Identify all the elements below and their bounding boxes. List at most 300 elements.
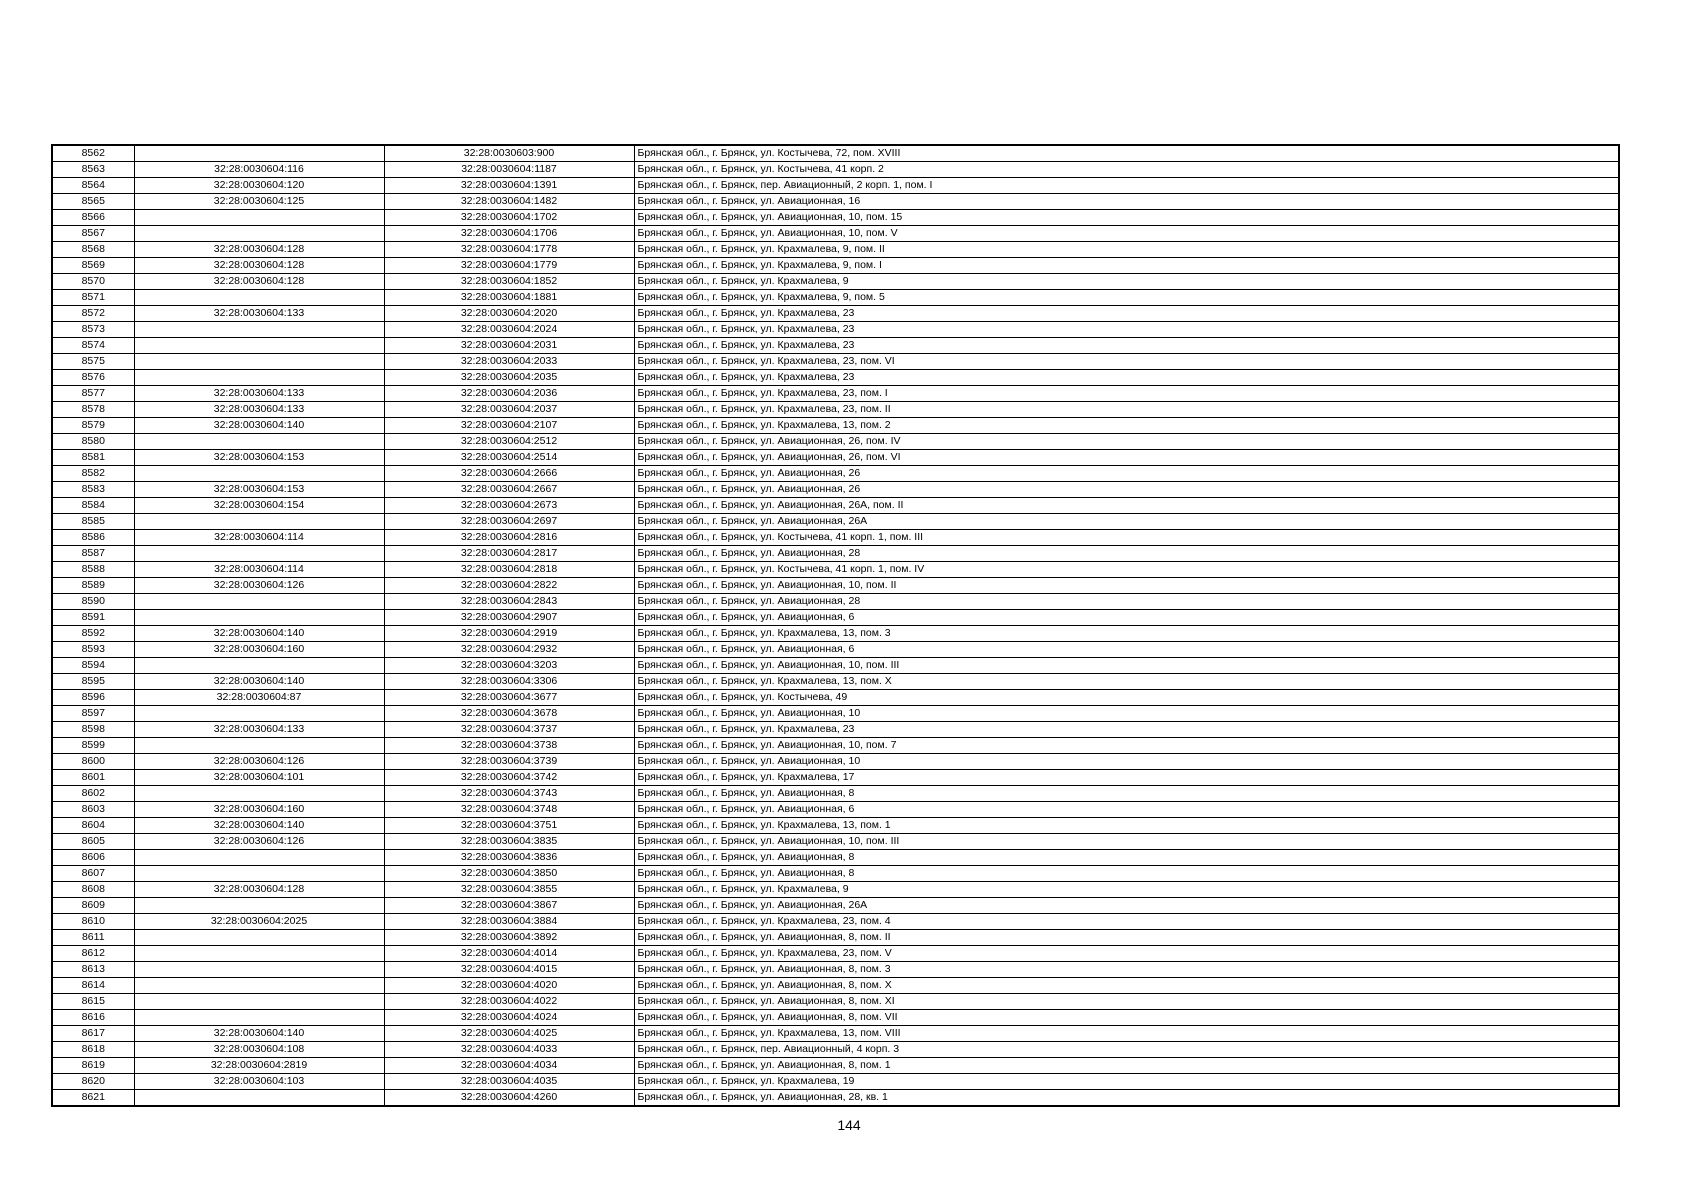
parent-cadastral-number-cell: 32:28:0030604:140 (134, 818, 384, 834)
address-cell: Брянская обл., г. Брянск, ул. Костычева, 41 корп. 2 (634, 162, 1619, 178)
address-cell: Брянская обл., г. Брянск, ул. Костычева, 72, пом. XVIII (634, 145, 1619, 162)
parent-cadastral-number-cell: 32:28:0030604:140 (134, 1026, 384, 1042)
parent-cadastral-number-cell (134, 226, 384, 242)
parent-cadastral-number-cell (134, 1090, 384, 1107)
row-number-cell: 8580 (52, 434, 134, 450)
parent-cadastral-number-cell: 32:28:0030604:128 (134, 882, 384, 898)
cadastral-number-cell: 32:28:0030604:4020 (384, 978, 634, 994)
parent-cadastral-number-cell: 32:28:0030604:154 (134, 498, 384, 514)
row-number-cell: 8600 (52, 754, 134, 770)
row-number-cell: 8593 (52, 642, 134, 658)
row-number-cell: 8579 (52, 418, 134, 434)
cadastral-number-cell: 32:28:0030604:3738 (384, 738, 634, 754)
address-cell: Брянская обл., г. Брянск, ул. Авиационная, 8, пом. X (634, 978, 1619, 994)
table-row (52, 610, 1619, 626)
row-number-cell: 8605 (52, 834, 134, 850)
cadastral-number-cell: 32:28:0030604:2816 (384, 530, 634, 546)
row-number-cell: 8568 (52, 242, 134, 258)
cadastral-number-cell: 32:28:0030604:3836 (384, 850, 634, 866)
registry-table-body (52, 145, 1619, 1106)
cadastral-number-cell: 32:28:0030604:4015 (384, 962, 634, 978)
table-row (52, 466, 1619, 482)
parent-cadastral-number-cell (134, 546, 384, 562)
parent-cadastral-number-cell: 32:28:0030604:140 (134, 674, 384, 690)
row-number-cell: 8583 (52, 482, 134, 498)
cadastral-number-cell: 32:28:0030604:3892 (384, 930, 634, 946)
parent-cadastral-number-cell: 32:28:0030604:108 (134, 1042, 384, 1058)
row-number-cell: 8565 (52, 194, 134, 210)
address-cell: Брянская обл., г. Брянск, ул. Крахмалева, 9, пом. 5 (634, 290, 1619, 306)
table-row (52, 1010, 1619, 1026)
cadastral-number-cell: 32:28:0030604:1391 (384, 178, 634, 194)
address-cell: Брянская обл., г. Брянск, ул. Крахмалева, 17 (634, 770, 1619, 786)
parent-cadastral-number-cell: 32:28:0030604:126 (134, 834, 384, 850)
table-row (52, 306, 1619, 322)
table-row (52, 274, 1619, 290)
cadastral-number-cell: 32:28:0030604:2697 (384, 514, 634, 530)
address-cell: Брянская обл., г. Брянск, ул. Авиационная, 8 (634, 786, 1619, 802)
cadastral-number-cell: 32:28:0030604:3739 (384, 754, 634, 770)
cadastral-number-cell: 32:28:0030604:3748 (384, 802, 634, 818)
table-row (52, 978, 1619, 994)
table-row (52, 434, 1619, 450)
table-row (52, 546, 1619, 562)
address-cell: Брянская обл., г. Брянск, ул. Авиационная, 26 (634, 482, 1619, 498)
address-cell: Брянская обл., г. Брянск, ул. Крахмалева, 23 (634, 306, 1619, 322)
row-number-cell: 8567 (52, 226, 134, 242)
table-row (52, 370, 1619, 386)
address-cell: Брянская обл., г. Брянск, ул. Крахмалева, 23, пом. V (634, 946, 1619, 962)
cadastral-number-cell: 32:28:0030604:4260 (384, 1090, 634, 1107)
parent-cadastral-number-cell: 32:28:0030604:126 (134, 754, 384, 770)
parent-cadastral-number-cell (134, 898, 384, 914)
parent-cadastral-number-cell (134, 1010, 384, 1026)
cadastral-number-cell: 32:28:0030604:4024 (384, 1010, 634, 1026)
table-row (52, 786, 1619, 802)
address-cell: Брянская обл., г. Брянск, ул. Авиационная, 8, пом. II (634, 930, 1619, 946)
parent-cadastral-number-cell: 32:28:0030604:133 (134, 402, 384, 418)
address-cell: Брянская обл., г. Брянск, ул. Костычева, 49 (634, 690, 1619, 706)
parent-cadastral-number-cell (134, 466, 384, 482)
address-cell: Брянская обл., г. Брянск, ул. Авиационная, 10, пом. II (634, 578, 1619, 594)
parent-cadastral-number-cell (134, 786, 384, 802)
row-number-cell: 8572 (52, 306, 134, 322)
address-cell: Брянская обл., г. Брянск, пер. Авиационный, 2 корп. 1, пом. I (634, 178, 1619, 194)
cadastral-number-cell: 32:28:0030604:2035 (384, 370, 634, 386)
address-cell: Брянская обл., г. Брянск, ул. Авиационная, 8, пом. VII (634, 1010, 1619, 1026)
cadastral-number-cell: 32:28:0030604:2666 (384, 466, 634, 482)
cadastral-number-cell: 32:28:0030604:3203 (384, 658, 634, 674)
cadastral-number-cell: 32:28:0030604:1702 (384, 210, 634, 226)
table-row (52, 962, 1619, 978)
address-cell: Брянская обл., г. Брянск, ул. Крахмалева, 23, пом. I (634, 386, 1619, 402)
row-number-cell: 8604 (52, 818, 134, 834)
cadastral-number-cell: 32:28:0030604:1706 (384, 226, 634, 242)
table-row (52, 1090, 1619, 1107)
parent-cadastral-number-cell (134, 866, 384, 882)
address-cell: Брянская обл., г. Брянск, ул. Авиационная, 6 (634, 802, 1619, 818)
cadastral-number-cell: 32:28:0030604:4022 (384, 994, 634, 1010)
address-cell: Брянская обл., г. Брянск, ул. Авиационная, 6 (634, 610, 1619, 626)
cadastral-number-cell: 32:28:0030604:3751 (384, 818, 634, 834)
row-number-cell: 8603 (52, 802, 134, 818)
table-row (52, 226, 1619, 242)
address-cell: Брянская обл., г. Брянск, ул. Крахмалева, 9 (634, 882, 1619, 898)
parent-cadastral-number-cell (134, 514, 384, 530)
address-cell: Брянская обл., г. Брянск, ул. Авиационная, 6 (634, 642, 1619, 658)
address-cell: Брянская обл., г. Брянск, ул. Авиационная, 10, пом. III (634, 658, 1619, 674)
parent-cadastral-number-cell (134, 962, 384, 978)
parent-cadastral-number-cell (134, 994, 384, 1010)
address-cell: Брянская обл., г. Брянск, ул. Авиационная, 8 (634, 866, 1619, 882)
table-row (52, 594, 1619, 610)
parent-cadastral-number-cell: 32:28:0030604:87 (134, 690, 384, 706)
row-number-cell: 8619 (52, 1058, 134, 1074)
address-cell: Брянская обл., г. Брянск, ул. Костычева, 41 корп. 1, пом. III (634, 530, 1619, 546)
row-number-cell: 8574 (52, 338, 134, 354)
parent-cadastral-number-cell: 32:28:0030604:160 (134, 802, 384, 818)
cadastral-number-cell: 32:28:0030604:2020 (384, 306, 634, 322)
address-cell: Брянская обл., г. Брянск, ул. Крахмалева, 19 (634, 1074, 1619, 1090)
address-cell: Брянская обл., г. Брянск, ул. Авиационная, 10, пом. III (634, 834, 1619, 850)
parent-cadastral-number-cell (134, 370, 384, 386)
row-number-cell: 8582 (52, 466, 134, 482)
parent-cadastral-number-cell (134, 930, 384, 946)
table-row (52, 354, 1619, 370)
cadastral-number-cell: 32:28:0030604:2514 (384, 450, 634, 466)
cadastral-number-cell: 32:28:0030604:2932 (384, 642, 634, 658)
table-row (52, 1058, 1619, 1074)
table-row (52, 898, 1619, 914)
table-row (52, 418, 1619, 434)
cadastral-number-cell: 32:28:0030604:2512 (384, 434, 634, 450)
cadastral-number-cell: 32:28:0030604:1187 (384, 162, 634, 178)
address-cell: Брянская обл., г. Брянск, ул. Крахмалева, 23 (634, 722, 1619, 738)
parent-cadastral-number-cell: 32:28:0030604:120 (134, 178, 384, 194)
cadastral-number-cell: 32:28:0030604:4034 (384, 1058, 634, 1074)
row-number-cell: 8614 (52, 978, 134, 994)
row-number-cell: 8563 (52, 162, 134, 178)
row-number-cell: 8584 (52, 498, 134, 514)
parent-cadastral-number-cell: 32:28:0030604:140 (134, 626, 384, 642)
parent-cadastral-number-cell (134, 338, 384, 354)
table-row (52, 178, 1619, 194)
row-number-cell: 8581 (52, 450, 134, 466)
table-row (52, 1074, 1619, 1090)
cadastral-number-cell: 32:28:0030604:3677 (384, 690, 634, 706)
address-cell: Брянская обл., г. Брянск, ул. Авиационная, 26А (634, 514, 1619, 530)
address-cell: Брянская обл., г. Брянск, ул. Костычева, 41 корп. 1, пом. IV (634, 562, 1619, 578)
row-number-cell: 8578 (52, 402, 134, 418)
row-number-cell: 8611 (52, 930, 134, 946)
parent-cadastral-number-cell: 32:28:0030604:2025 (134, 914, 384, 930)
parent-cadastral-number-cell: 32:28:0030604:153 (134, 450, 384, 466)
cadastral-number-cell: 32:28:0030604:4033 (384, 1042, 634, 1058)
parent-cadastral-number-cell: 32:28:0030604:114 (134, 530, 384, 546)
table-row (52, 754, 1619, 770)
address-cell: Брянская обл., г. Брянск, ул. Авиационная, 8 (634, 850, 1619, 866)
row-number-cell: 8595 (52, 674, 134, 690)
row-number-cell: 8601 (52, 770, 134, 786)
table-row (52, 1042, 1619, 1058)
parent-cadastral-number-cell: 32:28:0030604:160 (134, 642, 384, 658)
address-cell: Брянская обл., г. Брянск, ул. Крахмалева, 9, пом. I (634, 258, 1619, 274)
row-number-cell: 8598 (52, 722, 134, 738)
cadastral-number-cell: 32:28:0030604:4035 (384, 1074, 634, 1090)
row-number-cell: 8570 (52, 274, 134, 290)
address-cell: Брянская обл., г. Брянск, ул. Авиационная, 28 (634, 546, 1619, 562)
parent-cadastral-number-cell: 32:28:0030604:128 (134, 258, 384, 274)
table-row (52, 242, 1619, 258)
row-number-cell: 8573 (52, 322, 134, 338)
cadastral-number-cell: 32:28:0030604:3850 (384, 866, 634, 882)
table-row (52, 498, 1619, 514)
row-number-cell: 8588 (52, 562, 134, 578)
address-cell: Брянская обл., г. Брянск, ул. Авиационная, 8, пом. 1 (634, 1058, 1619, 1074)
row-number-cell: 8576 (52, 370, 134, 386)
address-cell: Брянская обл., г. Брянск, ул. Крахмалева, 23, пом. VI (634, 354, 1619, 370)
parent-cadastral-number-cell: 32:28:0030604:2819 (134, 1058, 384, 1074)
parent-cadastral-number-cell: 32:28:0030604:133 (134, 722, 384, 738)
table-row (52, 690, 1619, 706)
row-number-cell: 8590 (52, 594, 134, 610)
table-row (52, 642, 1619, 658)
table-row (52, 834, 1619, 850)
table-row (52, 210, 1619, 226)
cadastral-number-cell: 32:28:0030604:3884 (384, 914, 634, 930)
address-cell: Брянская обл., г. Брянск, ул. Крахмалева, 23 (634, 370, 1619, 386)
parent-cadastral-number-cell: 32:28:0030604:128 (134, 274, 384, 290)
address-cell: Брянская обл., г. Брянск, ул. Крахмалева, 9, пом. II (634, 242, 1619, 258)
parent-cadastral-number-cell: 32:28:0030604:140 (134, 418, 384, 434)
cadastral-number-cell: 32:28:0030604:3743 (384, 786, 634, 802)
table-row (52, 402, 1619, 418)
table-row (52, 450, 1619, 466)
table-row (52, 802, 1619, 818)
parent-cadastral-number-cell (134, 354, 384, 370)
parent-cadastral-number-cell (134, 145, 384, 162)
cadastral-number-cell: 32:28:0030604:3306 (384, 674, 634, 690)
cadastral-number-cell: 32:28:0030604:2673 (384, 498, 634, 514)
row-number-cell: 8575 (52, 354, 134, 370)
address-cell: Брянская обл., г. Брянск, ул. Крахмалева, 13, пом. 1 (634, 818, 1619, 834)
table-row (52, 770, 1619, 786)
cadastral-number-cell: 32:28:0030604:2818 (384, 562, 634, 578)
row-number-cell: 8607 (52, 866, 134, 882)
parent-cadastral-number-cell (134, 850, 384, 866)
row-number-cell: 8596 (52, 690, 134, 706)
row-number-cell: 8606 (52, 850, 134, 866)
parent-cadastral-number-cell (134, 290, 384, 306)
row-number-cell: 8602 (52, 786, 134, 802)
address-cell: Брянская обл., г. Брянск, ул. Крахмалева, 23 (634, 338, 1619, 354)
parent-cadastral-number-cell: 32:28:0030604:128 (134, 242, 384, 258)
address-cell: Брянская обл., г. Брянск, ул. Авиационная, 10 (634, 754, 1619, 770)
table-row (52, 914, 1619, 930)
cadastral-number-cell: 32:28:0030604:2919 (384, 626, 634, 642)
cadastral-number-cell: 32:28:0030604:2843 (384, 594, 634, 610)
cadastral-number-cell: 32:28:0030604:1852 (384, 274, 634, 290)
cadastral-number-cell: 32:28:0030604:4014 (384, 946, 634, 962)
table-row (52, 706, 1619, 722)
parent-cadastral-number-cell: 32:28:0030604:133 (134, 306, 384, 322)
cadastral-number-cell: 32:28:0030604:4025 (384, 1026, 634, 1042)
table-row (52, 386, 1619, 402)
row-number-cell: 8618 (52, 1042, 134, 1058)
parent-cadastral-number-cell: 32:28:0030604:114 (134, 562, 384, 578)
row-number-cell: 8610 (52, 914, 134, 930)
row-number-cell: 8566 (52, 210, 134, 226)
parent-cadastral-number-cell: 32:28:0030604:103 (134, 1074, 384, 1090)
table-row (52, 290, 1619, 306)
table-row (52, 562, 1619, 578)
row-number-cell: 8612 (52, 946, 134, 962)
parent-cadastral-number-cell (134, 978, 384, 994)
address-cell: Брянская обл., г. Брянск, ул. Авиационная, 28, кв. 1 (634, 1090, 1619, 1107)
parent-cadastral-number-cell (134, 594, 384, 610)
cadastral-number-cell: 32:28:0030604:1778 (384, 242, 634, 258)
parent-cadastral-number-cell (134, 946, 384, 962)
row-number-cell: 8609 (52, 898, 134, 914)
address-cell: Брянская обл., г. Брянск, ул. Крахмалева, 23 (634, 322, 1619, 338)
cadastral-number-cell: 32:28:0030604:3742 (384, 770, 634, 786)
parent-cadastral-number-cell (134, 434, 384, 450)
parent-cadastral-number-cell: 32:28:0030604:153 (134, 482, 384, 498)
table-row (52, 930, 1619, 946)
table-row (52, 946, 1619, 962)
parent-cadastral-number-cell: 32:28:0030604:101 (134, 770, 384, 786)
cadastral-number-cell: 32:28:0030604:2817 (384, 546, 634, 562)
cadastral-number-cell: 32:28:0030604:2036 (384, 386, 634, 402)
cadastral-number-cell: 32:28:0030604:3835 (384, 834, 634, 850)
row-number-cell: 8585 (52, 514, 134, 530)
row-number-cell: 8591 (52, 610, 134, 626)
table-row (52, 866, 1619, 882)
cadastral-number-cell: 32:28:0030604:3855 (384, 882, 634, 898)
table-row (52, 658, 1619, 674)
cadastral-number-cell: 32:28:0030604:2907 (384, 610, 634, 626)
address-cell: Брянская обл., г. Брянск, ул. Авиационная, 10, пом. 7 (634, 738, 1619, 754)
cadastral-number-cell: 32:28:0030604:2107 (384, 418, 634, 434)
row-number-cell: 8597 (52, 706, 134, 722)
address-cell: Брянская обл., г. Брянск, ул. Крахмалева, 13, пом. X (634, 674, 1619, 690)
address-cell: Брянская обл., г. Брянск, пер. Авиационный, 4 корп. 3 (634, 1042, 1619, 1058)
cadastral-number-cell: 32:28:0030604:2024 (384, 322, 634, 338)
row-number-cell: 8571 (52, 290, 134, 306)
table-row (52, 258, 1619, 274)
row-number-cell: 8592 (52, 626, 134, 642)
table-row (52, 338, 1619, 354)
address-cell: Брянская обл., г. Брянск, ул. Авиационная, 26А (634, 898, 1619, 914)
address-cell: Брянская обл., г. Брянск, ул. Крахмалева, 9 (634, 274, 1619, 290)
parent-cadastral-number-cell: 32:28:0030604:125 (134, 194, 384, 210)
row-number-cell: 8577 (52, 386, 134, 402)
table-row (52, 162, 1619, 178)
cadastral-number-cell: 32:28:0030604:1482 (384, 194, 634, 210)
row-number-cell: 8599 (52, 738, 134, 754)
table-row (52, 722, 1619, 738)
address-cell: Брянская обл., г. Брянск, ул. Авиационная, 26, пом. VI (634, 450, 1619, 466)
address-cell: Брянская обл., г. Брянск, ул. Авиационная, 8, пом. 3 (634, 962, 1619, 978)
table-row (52, 1026, 1619, 1042)
table-row (52, 145, 1619, 162)
row-number-cell: 8562 (52, 145, 134, 162)
table-row (52, 626, 1619, 642)
table-row (52, 738, 1619, 754)
address-cell: Брянская обл., г. Брянск, ул. Авиационная, 10, пом. 15 (634, 210, 1619, 226)
row-number-cell: 8616 (52, 1010, 134, 1026)
row-number-cell: 8569 (52, 258, 134, 274)
cadastral-number-cell: 32:28:0030604:1779 (384, 258, 634, 274)
row-number-cell: 8564 (52, 178, 134, 194)
address-cell: Брянская обл., г. Брянск, ул. Авиационная, 10, пом. V (634, 226, 1619, 242)
parent-cadastral-number-cell (134, 322, 384, 338)
row-number-cell: 8608 (52, 882, 134, 898)
cadastral-number-cell: 32:28:0030604:2037 (384, 402, 634, 418)
cadastral-number-cell: 32:28:0030604:1881 (384, 290, 634, 306)
parent-cadastral-number-cell: 32:28:0030604:126 (134, 578, 384, 594)
table-row (52, 514, 1619, 530)
row-number-cell: 8620 (52, 1074, 134, 1090)
cadastral-number-cell: 32:28:0030604:2667 (384, 482, 634, 498)
table-row (52, 578, 1619, 594)
cadastral-number-cell: 32:28:0030604:3678 (384, 706, 634, 722)
address-cell: Брянская обл., г. Брянск, ул. Авиационная, 26, пом. IV (634, 434, 1619, 450)
cadastral-number-cell: 32:28:0030604:2031 (384, 338, 634, 354)
cadastral-number-cell: 32:28:0030604:3737 (384, 722, 634, 738)
parent-cadastral-number-cell (134, 738, 384, 754)
cadastral-number-cell: 32:28:0030604:3867 (384, 898, 634, 914)
cadastral-number-cell: 32:28:0030603:900 (384, 145, 634, 162)
row-number-cell: 8586 (52, 530, 134, 546)
registry-table (51, 144, 1620, 1107)
parent-cadastral-number-cell (134, 706, 384, 722)
address-cell: Брянская обл., г. Брянск, ул. Крахмалева, 23, пом. II (634, 402, 1619, 418)
address-cell: Брянская обл., г. Брянск, ул. Крахмалева, 13, пом. VIII (634, 1026, 1619, 1042)
address-cell: Брянская обл., г. Брянск, ул. Авиационная, 28 (634, 594, 1619, 610)
row-number-cell: 8594 (52, 658, 134, 674)
parent-cadastral-number-cell (134, 210, 384, 226)
address-cell: Брянская обл., г. Брянск, ул. Крахмалева, 23, пом. 4 (634, 914, 1619, 930)
row-number-cell: 8587 (52, 546, 134, 562)
parent-cadastral-number-cell: 32:28:0030604:133 (134, 386, 384, 402)
row-number-cell: 8617 (52, 1026, 134, 1042)
table-row (52, 994, 1619, 1010)
parent-cadastral-number-cell: 32:28:0030604:116 (134, 162, 384, 178)
address-cell: Брянская обл., г. Брянск, ул. Авиационная, 8, пом. XI (634, 994, 1619, 1010)
page-number: 144 (837, 1117, 861, 1133)
address-cell: Брянская обл., г. Брянск, ул. Крахмалева, 13, пом. 3 (634, 626, 1619, 642)
table-row (52, 194, 1619, 210)
parent-cadastral-number-cell (134, 658, 384, 674)
address-cell: Брянская обл., г. Брянск, ул. Авиационная, 26 (634, 466, 1619, 482)
table-row (52, 850, 1619, 866)
cadastral-number-cell: 32:28:0030604:2033 (384, 354, 634, 370)
table-row (52, 882, 1619, 898)
row-number-cell: 8615 (52, 994, 134, 1010)
address-cell: Брянская обл., г. Брянск, ул. Авиационная, 26А, пом. II (634, 498, 1619, 514)
table-row (52, 482, 1619, 498)
address-cell: Брянская обл., г. Брянск, ул. Авиационная, 10 (634, 706, 1619, 722)
row-number-cell: 8613 (52, 962, 134, 978)
table-row (52, 818, 1619, 834)
row-number-cell: 8621 (52, 1090, 134, 1107)
parent-cadastral-number-cell (134, 610, 384, 626)
cadastral-number-cell: 32:28:0030604:2822 (384, 578, 634, 594)
table-row (52, 674, 1619, 690)
table-row (52, 530, 1619, 546)
address-cell: Брянская обл., г. Брянск, ул. Крахмалева, 13, пом. 2 (634, 418, 1619, 434)
